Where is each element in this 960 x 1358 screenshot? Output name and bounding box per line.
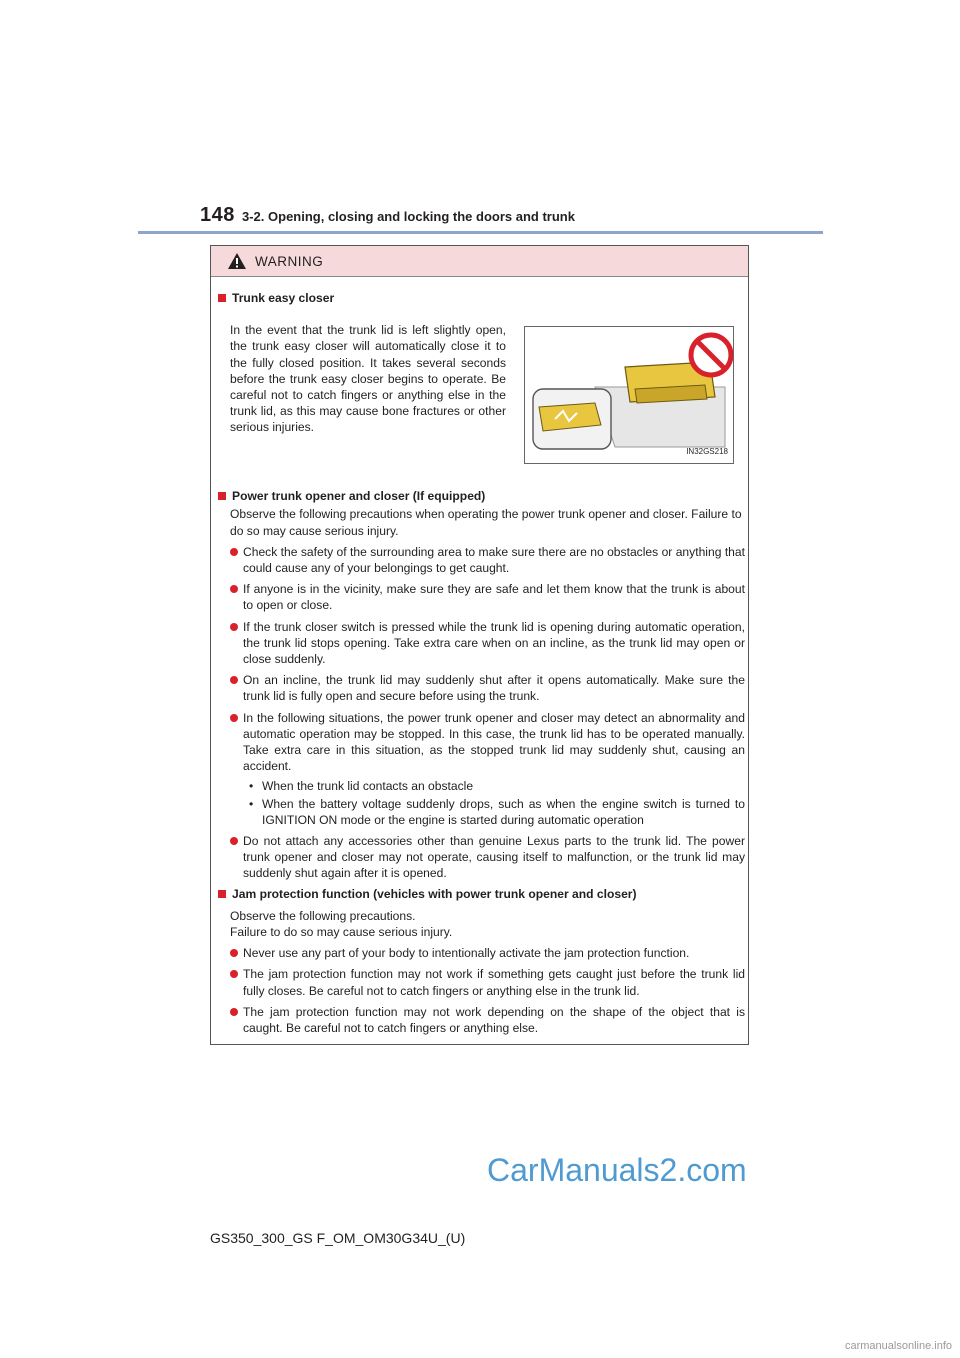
list-item: The jam protection function may not work depending on the shape of the object that is caught. Be careful not to catch fingers or anything else. [218,1004,745,1036]
list-item: If anyone is in the vicinity, make sure they are safe and let them know that the trunk is about to open or close. [218,581,745,613]
round-bullet-icon [230,837,238,845]
square-bullet-icon [218,294,226,302]
round-bullet-icon [230,623,238,631]
section-title: 3-2. Opening, closing and locking the doors and trunk [242,209,575,224]
round-bullet-icon [230,714,238,722]
section-heading-trunk-easy-closer: Trunk easy closer [218,290,745,306]
sub-list-item: • When the battery voltage suddenly drops, such as when the engine switch is turned to IGNITION ON mode or the engine is started during automatic operation [249,796,745,827]
round-bullet-icon [230,949,238,957]
square-bullet-icon [218,890,226,898]
jam-protection-intro-2: Failure to do so may cause serious injury. [230,925,453,940]
sub-list-item: • When the trunk lid contacts an obstacle [249,779,474,794]
jam-protection-intro-1: Observe the following precautions. [230,908,416,923]
warning-triangle-icon [227,252,247,270]
power-trunk-intro: Observe the following precautions when operating the power trunk opener and closer. Failure to do so may cause serious injury. [230,507,742,538]
list-item: Never use any part of your body to intentionally activate the jam protection function. [218,945,745,961]
list-item: In the following situations, the power trunk opener and closer may detect an abnormality and automatic operation may be stopped. In this case, the trunk lid has to be operated manually. Take extra care in this situation, as the stopped trunk lid may suddenly shut, causing an accident. [218,710,745,775]
list-item: Check the safety of the surrounding area to make sure there are no obstacles or anything that could cause any of your belongings to get caught. [218,544,745,576]
trunk-easy-closer-block [218,318,745,464]
round-bullet-icon [230,585,238,593]
round-bullet-icon [230,676,238,684]
square-bullet-icon [218,492,226,500]
list-item: The jam protection function may not work if something gets caught just before the trunk lid fully closes. Be careful not to catch fingers or anything else in the trunk lid. [218,966,745,998]
figure-code: IN32GS218 [686,447,728,456]
list-item: If the trunk closer switch is pressed while the trunk lid is opening during automatic operation, the trunk lid stops opening. Take extra care when on an incline, as the trunk lid may open or close suddenly. [218,619,745,668]
round-bullet-icon [230,970,238,978]
list-item: On an incline, the trunk lid may suddenly shut after it opens automatically. Make sure the trunk lid is fully open and secure before using the trunk. [218,672,745,704]
page-number: 148 [200,204,235,226]
section-heading-power-trunk: Power trunk opener and closer (If equipped) [218,488,745,504]
header-rule [138,231,823,234]
list-item: Do not attach any accessories other than genuine Lexus parts to the trunk lid. The power trunk opener and closer may not operate, causing itself to malfunction, or the trunk lid may suddenly shut again after it is opened. [218,833,745,882]
document-code: GS350_300_GS F_OM_OM30G34U_(U) [210,1230,466,1246]
page-header [200,204,820,232]
round-bullet-icon [230,548,238,556]
trunk-easy-closer-text: In the event that the trunk lid is left slightly open, the trunk easy closer will automatically close it to the fully closed position. It takes several seconds before the trunk easy closer begins to operate. Be careful not to catch fingers or anything else in the trunk lid, as this may cause bone fractures or other serious injuries. [230,323,506,435]
trunk-closer-drawing [525,327,733,463]
round-bullet-icon [230,1008,238,1016]
warning-label: WARNING [255,253,324,269]
warning-box [210,245,749,1045]
warning-content [218,290,745,1036]
site-watermark: carmanualsonline.info [844,1340,952,1352]
trunk-closer-illustration [524,326,734,464]
warning-bar [211,246,748,277]
section-heading-jam-protection: Jam protection function (vehicles with power trunk opener and closer) [218,886,745,902]
watermark-logo: CarManuals2.com [487,1152,747,1188]
